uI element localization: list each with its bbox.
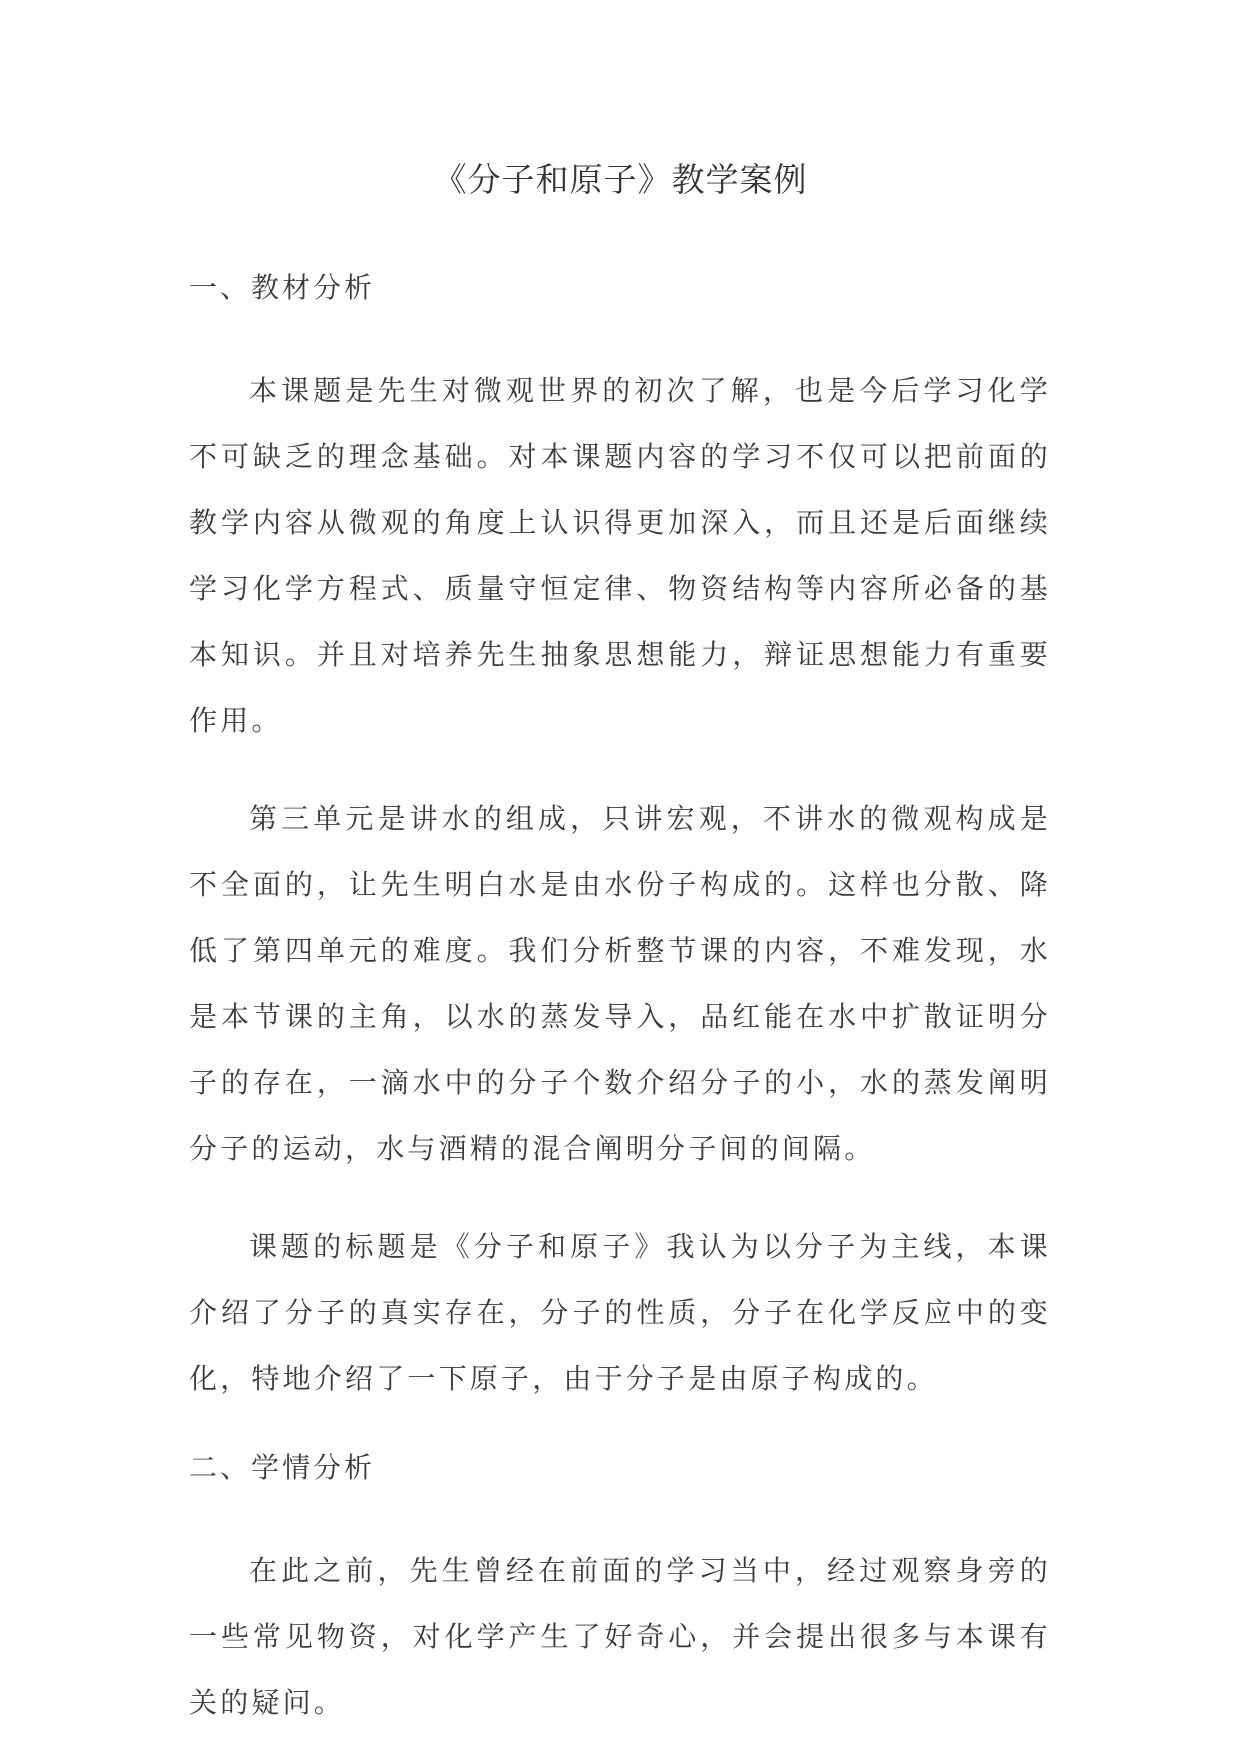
- document-body: [189, 258, 1051, 1736]
- section-heading-textbook-analysis: 一、教材分析: [189, 271, 376, 304]
- section-heading-student-analysis: 二、学情分析: [189, 1451, 376, 1484]
- paragraph-textbook-1: 本课题是先生对微观世界的初次了解，也是今后学习化学不可缺乏的理念基础。对本课题内容的学习不仅可以把前面的教学内容从微观的角度上认识得更加深入，而且还是后面继续学习化学方程式、质量守恒定律、物资结构等内容所必备的基本知识。并且对培养先生抽象思想能力，辩证思想能力有重要作用。: [189, 374, 1051, 737]
- paragraph-textbook-2: 第三单元是讲水的组成，只讲宏观，不讲水的微观构成是不全面的，让先生明白水是由水份子构成的。这样也分散、降低了第四单元的难度。我们分析整节课的内容，不难发现，水是本节课的主角，以水的蒸发导入，品红能在水中扩散证明分子的存在，一滴水中的分子个数介绍分子的小，水的蒸发阐明分子的运动，水与酒精的混合阐明分子间的间隔。: [189, 802, 1051, 1165]
- paragraph-student-1: 在此之前，先生曾经在前面的学习当中，经过观察身旁的一些常见物资，对化学产生了好奇心，并会提出很多与本课有关的疑问。: [189, 1554, 1051, 1719]
- document-title: 《分子和原子》教学案例: [433, 160, 808, 199]
- paragraph-textbook-3: 课题的标题是《分子和原子》我认为以分子为主线，本课介绍了分子的真实存在，分子的性质，分子在化学反应中的变化，特地介绍了一下原子，由于分子是由原子构成的。: [189, 1230, 1051, 1395]
